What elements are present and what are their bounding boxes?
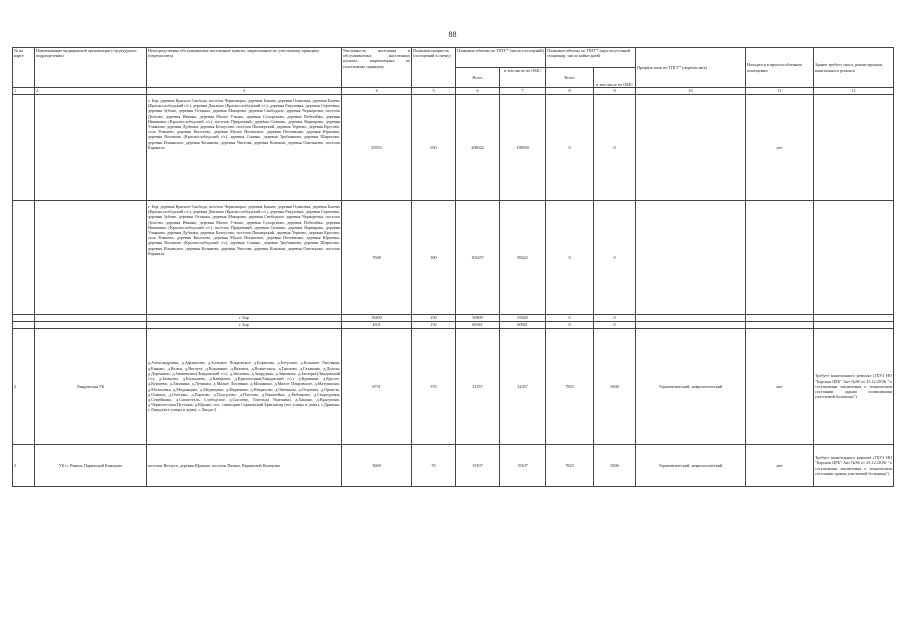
cell-visits-total: 19107 bbox=[456, 445, 500, 487]
table-row bbox=[13, 322, 894, 329]
cell-visits-total: 103457 bbox=[456, 201, 500, 315]
cell-visits-oms: 158830 bbox=[500, 95, 546, 201]
cell-population: 5669 bbox=[342, 445, 412, 487]
cell-population: 29553 bbox=[342, 95, 412, 201]
col-num: 10 bbox=[636, 88, 746, 95]
col-num: 4 bbox=[342, 88, 412, 95]
cell-capacity: 300 bbox=[412, 201, 456, 315]
cell-repair bbox=[814, 201, 894, 315]
cell-adapted: нет bbox=[746, 329, 814, 445]
header-capacity: Плановая мощность (посещений в смену) bbox=[412, 48, 456, 88]
cell-towns: д.Александровка, д.Афонасово, д.Большое Покровское, д.Борисово, д.Ботулово, д.Большие Листвяни, д.Быково, д.Валки, д.Ветлуга, д.Ворошиво, д.Вязовец, д.Вознесенск, д.Гнилово, д.Галанино, д.Долгая, д.Дорожино, д.Знаменское(Линдовский с/с), д.Звозовка, д.Запрудная, д.Зиновиха, д.Заозерье(Линдовский с/с), д.Заовьево, д.Калышево, д.Каверино, д.Красногорка(Линдовский с/с), д.Крившки, д.Крутое, д.Куршево, д.Лапшина, д.Лучинки, д.Малые Листвяни, д.Маланино, д.Малое Покровское, д.Матушкино, д.Малаховка, д.Медынцево, д.Медведевы, д.Марюково, д.Некрасово, д.Овечкино, д.Остреево, д.Оренеть, д.Осинки, д.Охотино, д.Партово, д.Подгулово, д.Плотово, д.Рыкалейка, д.Рябчиково, д.Скородумки, д.Семейкино, д.Сапоготаль, Слободское, д.Сысоево, Топельда Ушаткино, д.Ханино, д.Красулино, д.Чернолесская Пустынь, д.Юрино, пос. санатория Сормовский Бригантир (все улицы и дома), с.Дрязино, с.Линдо(все улицы и дома), с.Линдо-2 bbox=[147, 329, 342, 445]
header-population: Численность населения в обслуживаемых населенных пунктах, закрепленных по участковому принципу bbox=[342, 48, 412, 88]
cell-repair: Требует капитального ремонта (ГБУЗ НО "Борская ЦРБ" Акт №86 от 25.12.2019г "о составлении заключения о техническом состоянии здания поликлиники участковой больницы") bbox=[814, 329, 894, 445]
cell-population: 4501 bbox=[342, 322, 412, 329]
cell-capacity: 70 bbox=[412, 445, 456, 487]
cell-visits-oms: 60941 bbox=[500, 322, 546, 329]
cell-organization bbox=[35, 95, 147, 201]
cell-beds-total: 7825 bbox=[546, 445, 594, 487]
col-num: 8 bbox=[546, 88, 594, 95]
col-num: 5 bbox=[412, 88, 456, 95]
cell-capacity: 370 bbox=[412, 329, 456, 445]
cell-visits-oms: 98422 bbox=[500, 201, 546, 315]
header-beds-total: Всего bbox=[546, 68, 594, 88]
cell-population: 6751 bbox=[342, 329, 412, 445]
cell-adapted bbox=[746, 322, 814, 329]
cell-beds-total: 0 bbox=[546, 201, 594, 315]
header-visits-oms: в том числе по ОМС bbox=[500, 68, 546, 88]
cell-visits-total: 208042 bbox=[456, 95, 500, 201]
cell-beds-oms: 0 bbox=[594, 95, 636, 201]
cell-organization: УБ п. Память Парижской Коммуны bbox=[35, 445, 147, 487]
cell-beds-total: 0 bbox=[546, 95, 594, 201]
page-number: 88 bbox=[448, 30, 457, 39]
header-organization: Наименование медицинской организации (структурного подразделения) bbox=[35, 48, 147, 88]
table-row bbox=[13, 95, 894, 201]
col-num: 2 bbox=[35, 88, 147, 95]
cell-map-number bbox=[13, 322, 35, 329]
cell-bed-profile bbox=[636, 95, 746, 201]
header-visits: Плановые объемы по ТПГГ* (число посещений) bbox=[456, 48, 546, 68]
cell-capacity: 150 bbox=[412, 322, 456, 329]
header-adapted: Находится в приспособленном помещении bbox=[746, 48, 814, 88]
facilities-table bbox=[12, 47, 894, 487]
cell-organization bbox=[35, 322, 147, 329]
cell-towns: г. Бор, деревня Красное Свобода, поселок Черноморье, деревня Бакаев, деревня Осиновка, деревня Бахево (Краснослободский с/с), деревня Донтино (Краснослободский с/с), деревня Ракуловка, деревня Сергеевка, деревня Зубово, деревня Останки, деревня Макарово, деревня Свободное, деревня Черноречка, поселок Долгово, деревня Ивкино, деревня Малое Утково, деревня Сухоруково, деревня Побегайка, деревня Ивашкино (Краснослободский с/с), поселок Приречный, деревня Ситково, деревня Варварово, деревня Ульяново, деревня Дубенки, деревня Белоусово, поселок Пионерский, деревня Тервово, деревня Крутово, село Рожнево, деревня Киселево, деревня Малое Ногинское, деревня Потемкино, деревня Юрьевка, деревня Воловово (Краснослободский с/с), деревня Сонино, деревня Трубниково, деревня Широтово, деревня Ильинское, деревня Козыково, деревня Чистова, деревня Козыков, деревня Омельково, поселок Каракаль bbox=[147, 95, 342, 201]
cell-map-number bbox=[13, 201, 35, 315]
cell-organization bbox=[35, 315, 147, 322]
header-beds: Плановые объемы по ТПГГ* (круглосуточный стационар, число койко-дней) bbox=[546, 48, 636, 68]
cell-repair: Требует капитального ремонта (ГБУЗ НО "Борская ЦРБ" Акт №86 от 25.12.2019г "о составлении заключения о техническом состоянии здания участковой больницы") bbox=[814, 445, 894, 487]
cell-population: 7948 bbox=[342, 201, 412, 315]
cell-beds-oms: 5000 bbox=[594, 329, 636, 445]
cell-beds-total: 0 bbox=[546, 322, 594, 329]
cell-visits-oms: 19107 bbox=[500, 445, 546, 487]
cell-repair bbox=[814, 95, 894, 201]
cell-visits-total: 50809 bbox=[456, 315, 500, 322]
header-bed-profile: Профиль коек по ТПГГ* (перечислить) bbox=[636, 48, 746, 88]
cell-repair bbox=[814, 315, 894, 322]
cell-towns: г. Бор, деревня Красное Свобода, поселок Черноморье, деревня Бакаев, деревня Осиновка, деревня Бахево (Краснослободский с/с), деревня Донтино (Краснослободский с/с), деревня Ракуловка, деревня Сергеевка, деревня Зубово, деревня Останки, деревня Макарово, деревня Свободное, деревня Черноречка, поселок Долгово, деревня Ивкино, деревня Малое Утково, деревня Сухоруково, деревня Побегайка, деревня Ивашкино (Краснослободский с/с), поселок Приречный, деревня Ситково, деревня Варварово, деревня Ульяново, деревня Дубенки, деревня Белоусово, поселок Пионерский, деревня Тервово, деревня Крутово, село Рожнево, деревня Киселево, деревня Малое Ногинское, деревня Потемкино, деревня Юрьевка, деревня Воловово (Краснослободский с/с), деревня Сонино, деревня Трубниково, деревня Широтово, деревня Ильинское, деревня Козыково, деревня Чистова, деревня Козыков, деревня Омельково, поселок Каракаль bbox=[147, 201, 342, 315]
cell-organization bbox=[35, 201, 147, 315]
cell-adapted bbox=[746, 201, 814, 315]
cell-bed-profile: Терапевтический, неврологический bbox=[636, 445, 746, 487]
cell-beds-total: 0 bbox=[546, 315, 594, 322]
cell-beds-oms: 0 bbox=[594, 201, 636, 315]
col-num: 9 bbox=[594, 88, 636, 95]
cell-map-number: 3 bbox=[13, 445, 35, 487]
col-num: 7 bbox=[500, 88, 546, 95]
cell-capacity: 250 bbox=[412, 315, 456, 322]
table-row bbox=[13, 315, 894, 322]
table-row bbox=[13, 201, 894, 315]
col-num: 6 bbox=[456, 88, 500, 95]
cell-organization: Линдовская УБ bbox=[35, 329, 147, 445]
cell-bed-profile bbox=[636, 322, 746, 329]
cell-capacity: 650 bbox=[412, 95, 456, 201]
col-num: 3 bbox=[147, 88, 342, 95]
cell-adapted: нет bbox=[746, 95, 814, 201]
cell-repair bbox=[814, 322, 894, 329]
header-towns: Непосредственно обслуживаемые населенные пункты, закрепленные по участковому принципу (перечислить) bbox=[147, 48, 342, 88]
cell-towns: г. Бор bbox=[147, 322, 342, 329]
cell-bed-profile: Терапевтический, неврологический bbox=[636, 329, 746, 445]
cell-bed-profile bbox=[636, 201, 746, 315]
header-visits-total: Всего bbox=[456, 68, 500, 88]
cell-map-number bbox=[13, 315, 35, 322]
cell-map-number bbox=[13, 95, 35, 201]
header-repair: Здание требует сноса, реконструкции, капитального ремонта bbox=[814, 48, 894, 88]
col-num: 1 bbox=[13, 88, 35, 95]
cell-beds-total: 7825 bbox=[546, 329, 594, 445]
col-num: 12 bbox=[814, 88, 894, 95]
header-map-number: № на карте bbox=[13, 48, 35, 88]
table-row bbox=[13, 445, 894, 487]
cell-bed-profile bbox=[636, 315, 746, 322]
cell-visits-total: 60941 bbox=[456, 322, 500, 329]
cell-visits-oms: 55820 bbox=[500, 315, 546, 322]
cell-towns: г. Бор bbox=[147, 315, 342, 322]
cell-visits-oms: 32357 bbox=[500, 329, 546, 445]
table-row bbox=[13, 329, 894, 445]
cell-map-number: 2 bbox=[13, 329, 35, 445]
col-num: 11 bbox=[746, 88, 814, 95]
column-number-row bbox=[13, 88, 894, 95]
cell-visits-total: 32357 bbox=[456, 329, 500, 445]
cell-towns: поселок Ветлуга, деревня Щукино, поселок Память Парижской Коммуны bbox=[147, 445, 342, 487]
cell-beds-oms: 5000 bbox=[594, 445, 636, 487]
cell-adapted bbox=[746, 315, 814, 322]
cell-beds-oms: 0 bbox=[594, 315, 636, 322]
header-beds-oms: в том числе по ОМС bbox=[594, 68, 636, 88]
cell-beds-oms: 0 bbox=[594, 322, 636, 329]
cell-adapted: нет bbox=[746, 445, 814, 487]
cell-population: 18409 bbox=[342, 315, 412, 322]
